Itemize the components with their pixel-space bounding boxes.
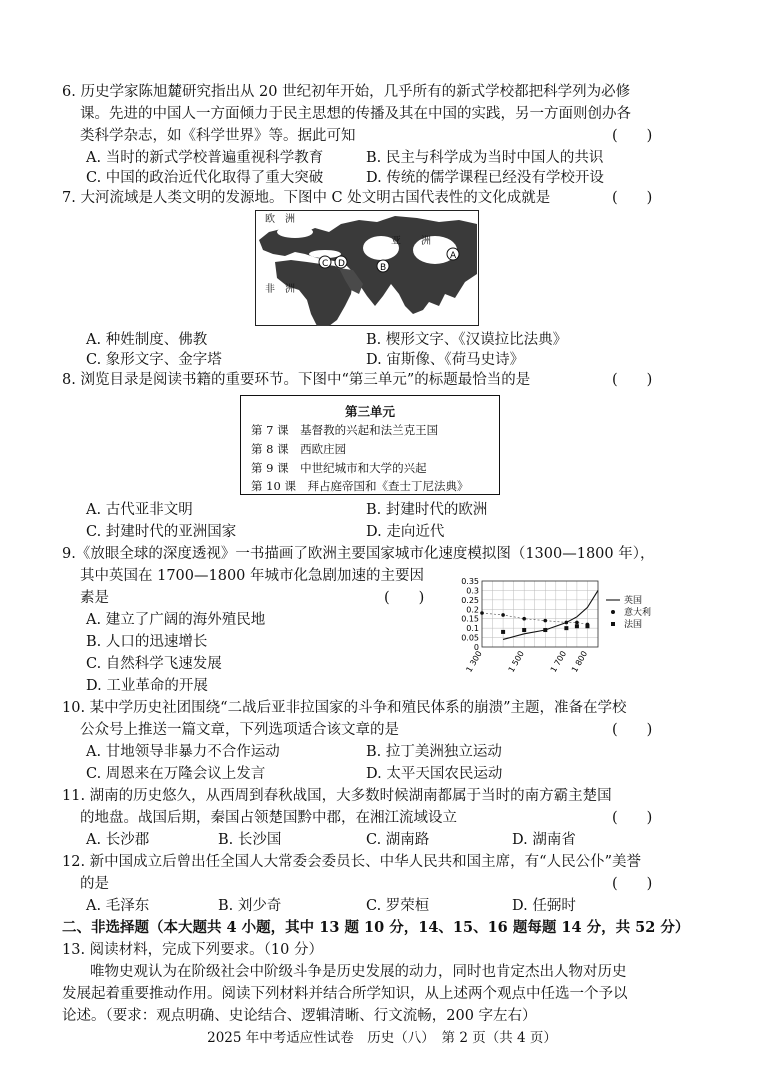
toc-row: 第 7 课 基督教的兴起和法兰克王国 (251, 423, 439, 437)
chart-x-tick-label: 1 800 (569, 649, 590, 674)
chart-y-tick-label: 0.2 (466, 605, 479, 615)
chart-point-france (564, 626, 568, 630)
toc-row: 第 8 课 西欧庄园 (251, 442, 347, 456)
chart-y-tick-label: 0.35 (461, 577, 479, 586)
chart-y-tick-label: 0 (473, 643, 479, 652)
svg-text:C: C (322, 259, 329, 269)
chart-x-tick-label: 1 300 (464, 649, 484, 674)
q9-option-d: D. 工业革命的开展 (86, 678, 208, 694)
toc-row: 第 9 课 中世纪城市和大学的兴起 (251, 461, 427, 475)
q9-option-a: A. 建立了广阔的海外殖民地 (86, 612, 266, 628)
q12-option-b: B. 刘少奇 (218, 898, 282, 914)
svg-text:D: D (338, 259, 345, 269)
q13-line-1: 唯物史观认为在阶级社会中阶级斗争是历史发展的动力，同时也肯定杰出人物对历史 (90, 964, 627, 980)
q10-option-c: C. 周恩来在万隆会议上发言 (86, 766, 266, 782)
q9-line-2: 其中英国在 1700—1800 年城市化急剧加速的主要因 (80, 568, 425, 584)
world-map-figure (255, 210, 479, 326)
chart-point-italy (480, 611, 484, 615)
legend-swatch-italy (611, 610, 615, 614)
q6-option-b: B. 民主与科学成为当时中国人的共识 (366, 150, 604, 166)
chart-point-italy (543, 619, 547, 623)
q12-option-a: A. 毛泽东 (86, 898, 150, 914)
chart-point-italy (565, 621, 569, 625)
toc-row: 第 10 课 拜占庭帝国和《查士丁尼法典》 (251, 479, 469, 493)
q6-line-2: 课。先进的中国人一方面倾力于民主思想的传播及其在中国的实践，另一方面则创办各 (80, 106, 631, 122)
q10-option-b: B. 拉丁美洲独立运动 (366, 744, 502, 760)
q8-option-a: A. 古代亚非文明 (86, 502, 193, 518)
map-label-europe: 欧 洲 (265, 214, 295, 225)
svg-text:A: A (450, 251, 457, 261)
chart-point-france (585, 624, 589, 628)
chart-point-italy (522, 617, 526, 621)
chart-y-tick-label: 0.05 (461, 633, 479, 643)
q13-stem: 13. 阅读材料，完成下列要求。（10 分） (62, 942, 323, 958)
q12-option-c: C. 罗荣桓 (366, 898, 430, 914)
q11-option-d: D. 湖南省 (512, 832, 576, 848)
urbanization-line-chart (448, 575, 690, 680)
q12-line-2: 的是 (80, 876, 109, 892)
q8-option-c: C. 封建时代的亚洲国家 (86, 524, 237, 540)
q11-answer-paren: ( ) (612, 810, 653, 826)
chart-point-france (522, 628, 526, 632)
q11-line-1: 11. 湖南的历史悠久，从西周到春秋战国，大多数时候湖南都属于当时的南方霸主楚国 (62, 788, 612, 804)
chart-point-italy (501, 613, 505, 617)
q9-answer-paren: ( ) (384, 590, 425, 606)
q6-option-d: D. 传统的儒学课程已经没有学校开设 (366, 170, 604, 186)
chart-y-tick-label: 0.15 (461, 614, 479, 624)
q11-option-a: A. 长沙郡 (86, 832, 150, 848)
q6-option-a: A. 当时的新式学校普遍重视科学教育 (86, 150, 324, 166)
chart-point-france (575, 624, 579, 628)
q6-option-c: C. 中国的政治近代化取得了重大突破 (86, 170, 324, 186)
q10-option-a: A. 甘地领导非暴力不合作运动 (86, 744, 280, 760)
q12-line-1: 12. 新中国成立后曾出任全国人大常委会委员长、中华人民共和国主席，有“人民公仆”美誉 (62, 854, 641, 870)
legend-swatch-france (611, 622, 615, 626)
q11-line-2: 的地盘。战国后期，秦国占领楚国黔中郡，在湘江流域设立 (80, 810, 457, 826)
toc-title: 第三单元 (344, 404, 395, 419)
chart-legend-label: 意大利 (624, 608, 652, 618)
q9-line-1: 9.《放眼全球的深度透视》一书描画了欧洲主要国家城市化速度模拟图（1300—1800 年）， (62, 546, 655, 562)
map-label-asia: 亚 洲 (391, 236, 431, 247)
chart-legend-label: 英国 (624, 596, 643, 606)
q9-option-b: B. 人口的迅速增长 (86, 634, 208, 650)
q7-option-c: C. 象形文字、金字塔 (86, 352, 222, 368)
q12-option-d: D. 任弼时 (512, 898, 576, 914)
q10-option-d: D. 太平天国农民运动 (366, 766, 503, 782)
q6-line-1: 6. 历史学家陈旭麓研究指出从 20 世纪初年开始，几乎所有的新式学校都把科学列为必修 (62, 84, 631, 100)
q8-option-b: B. 封建时代的欧洲 (366, 502, 488, 518)
chart-y-tick-label: 0.1 (466, 624, 479, 634)
q10-line-1: 10. 某中学历史社团围绕“二战后亚非拉国家的斗争和殖民体系的崩溃”主题，准备在学校 (62, 700, 627, 716)
chart-point-italy (575, 621, 579, 625)
q7-stem: 7. 大河流域是人类文明的发源地。下图中 C 处文明古国代表性的文化成就是 (62, 190, 551, 206)
q10-answer-paren: ( ) (612, 722, 653, 738)
q10-line-2: 公众号上推送一篇文章，下列选项适合该文章的是 (80, 722, 399, 738)
q8-answer-paren: ( ) (612, 372, 653, 388)
q13-line-2: 发展起着重要推动作用。阅读下列材料并结合所学知识，从上述两个观点中任选一个予以 (62, 986, 628, 1002)
q11-option-c: C. 湖南路 (366, 832, 430, 848)
chart-y-tick-label: 0.3 (466, 586, 479, 596)
q9-option-c: C. 自然科学飞速发展 (86, 656, 222, 672)
page-footer: 2025 年中考适应性试卷 历史（八） 第 2 页（共 4 页） (207, 1030, 557, 1046)
q6-answer-paren: ( ) (612, 128, 653, 144)
q8-option-d: D. 走向近代 (366, 524, 445, 540)
section-two-heading: 二、非选择题（本大题共 4 小题，其中 13 题 10 分，14、15、16 题每题 14 分，共 52 分） (62, 919, 690, 936)
chart-series-line-britain (503, 590, 598, 639)
q7-answer-paren: ( ) (612, 190, 653, 206)
q7-option-a: A. 种姓制度、佛教 (86, 332, 208, 348)
q6-line-3: 类科学杂志，如《科学世界》等。据此可知 (80, 128, 356, 144)
chart-x-tick-label: 1 500 (506, 649, 526, 674)
chart-point-france (543, 628, 547, 632)
q8-stem: 8. 浏览目录是阅读书籍的重要环节。下图中“第三单元”的标题最恰当的是 (62, 372, 531, 388)
table-of-contents-box (240, 395, 500, 495)
chart-y-tick-label: 0.25 (461, 595, 479, 605)
chart-x-tick-label: 1 700 (548, 649, 569, 674)
map-label-africa: 非 洲 (265, 284, 295, 295)
q7-option-b: B. 楔形文字、《汉谟拉比法典》 (366, 332, 568, 348)
svg-text:B: B (380, 263, 387, 273)
chart-legend-label: 法国 (624, 620, 643, 630)
q7-option-d: D. 宙斯像、《荷马史诗》 (366, 352, 525, 368)
q9-line-3: 素是 (80, 590, 109, 606)
q11-option-b: B. 长沙国 (218, 832, 282, 848)
chart-point-france (501, 630, 505, 634)
q13-line-3: 论述。（要求：观点明确、史论结合、逻辑清晰、行文流畅，200 字左右） (62, 1008, 537, 1024)
q12-answer-paren: ( ) (612, 876, 653, 892)
